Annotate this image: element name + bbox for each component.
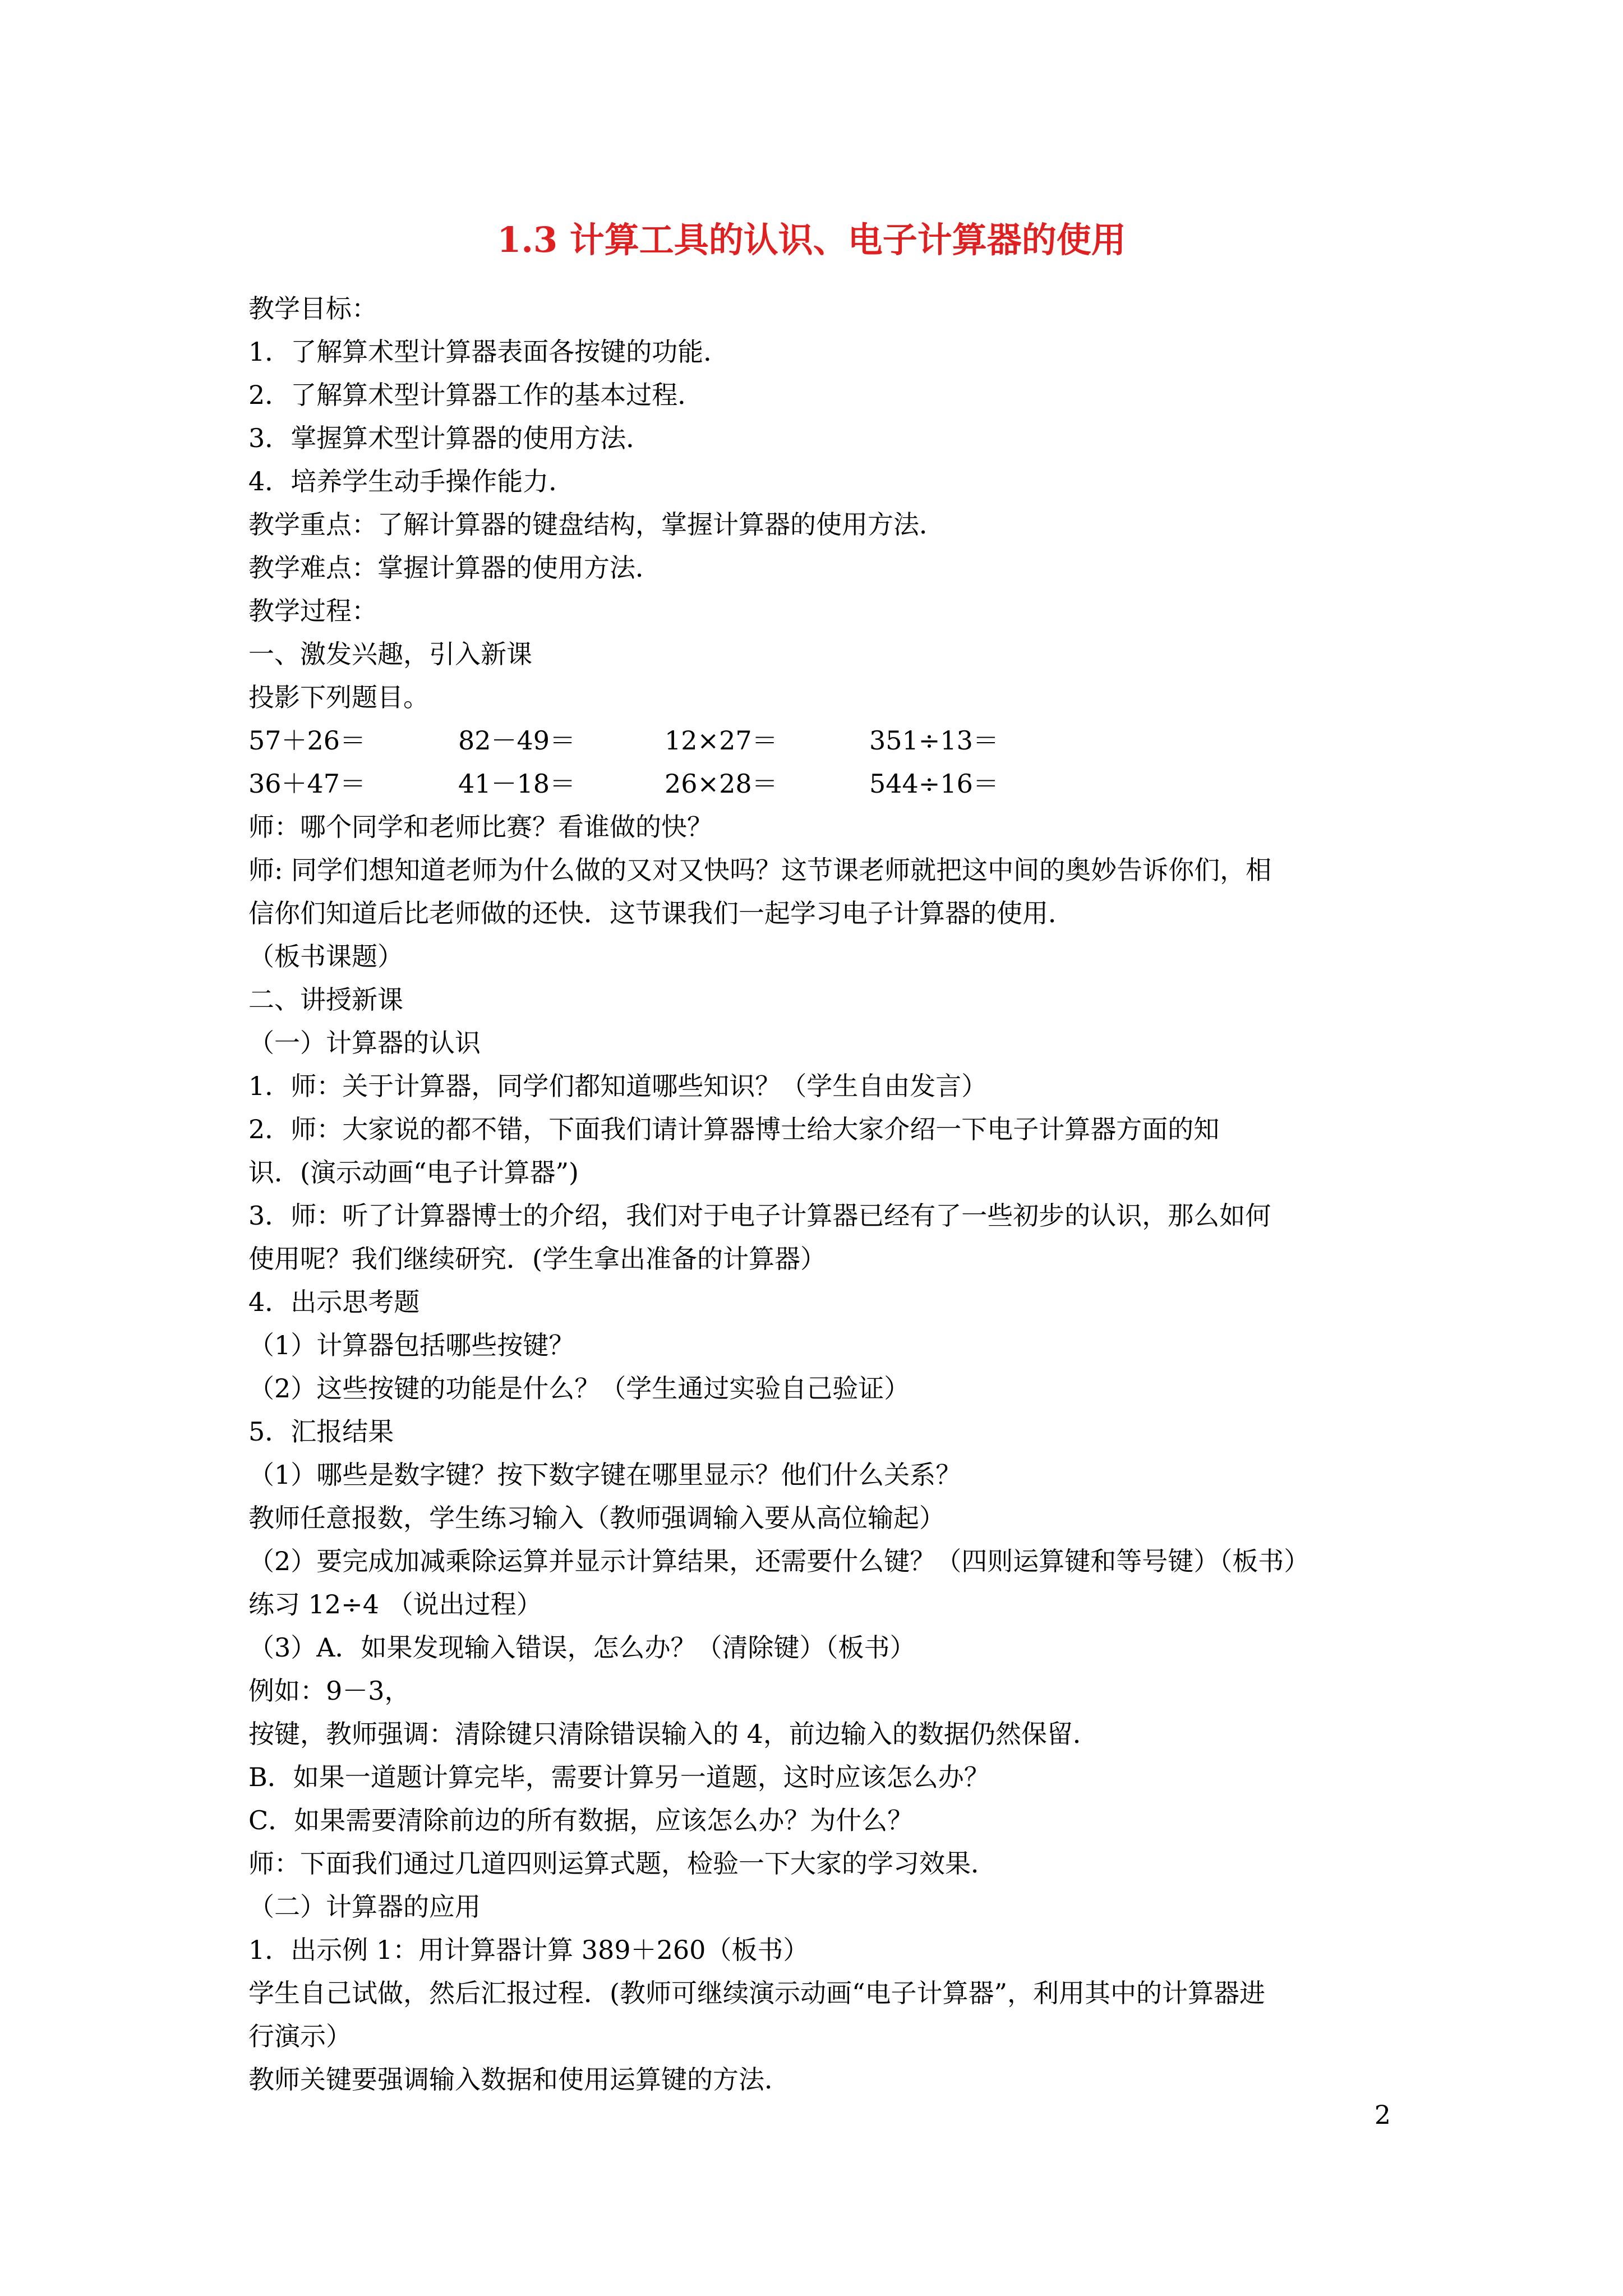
text-line: 3．掌握算术型计算器的使用方法． xyxy=(248,423,652,453)
text-line: 教学难点：掌握计算器的使用方法． xyxy=(248,553,661,583)
equation: 544÷16＝ xyxy=(869,769,999,799)
text-line: 5．汇报结果 xyxy=(248,1416,394,1447)
objectives-section xyxy=(248,287,1393,719)
text-line: 2．师：大家说的都不错，下面我们请计算器博士给大家介绍一下电子计算器方面的知 xyxy=(248,1114,1220,1144)
text-line: （二）计算器的应用 xyxy=(248,1892,481,1922)
text-line: （板书课题） xyxy=(248,941,403,972)
text-line: 2．了解算术型计算器工作的基本过程． xyxy=(248,380,704,410)
text-line: 投影下列题目。 xyxy=(248,682,429,712)
page-number: 2 xyxy=(1374,2100,1391,2130)
text-line: 师: 同学们想知道老师为什么做的又对又快吗？这节课老师就把这中间的奥妙告诉你们，相 xyxy=(248,855,1272,885)
equation: 26×28＝ xyxy=(665,769,778,799)
text-line: （2）要完成加减乘除运算并显示计算结果，还需要什么键？（四则运算键和等号键）（板书） xyxy=(248,1546,1310,1576)
text-line: （1）哪些是数字键？按下数字键在哪里显示？他们什么关系？ xyxy=(248,1460,962,1490)
text-line: 教师任意报数，学生练习输入（教师强调输入要从高位输起） xyxy=(248,1503,945,1533)
equation: 82－49＝ xyxy=(458,725,576,756)
document-body xyxy=(248,287,1393,2101)
text-line: 练习 12÷4 （说出过程） xyxy=(248,1589,542,1619)
text-line: 一、激发兴趣，引入新课 xyxy=(248,639,532,669)
equation: 351÷13＝ xyxy=(869,725,999,756)
text-line: （3）A．如果发现输入错误，怎么办？（清除键）（板书） xyxy=(248,1632,916,1663)
text-line: （2）这些按键的功能是什么？（学生通过实验自己验证） xyxy=(248,1373,910,1404)
text-line: 师：下面我们通过几道四则运算式题，检验一下大家的学习效果． xyxy=(248,1848,997,1879)
text-line: 3．师：听了计算器博士的介绍，我们对于电子计算器已经有了一些初步的认识，那么如何 xyxy=(248,1200,1271,1231)
text-line: 1．出示例 1：用计算器计算 389＋260（板书） xyxy=(248,1935,809,1965)
text-line: 识．(演示动画“电子计算器”) xyxy=(248,1157,579,1188)
text-line: B．如果一道题计算完毕，需要计算另一道题，这时应该怎么办？ xyxy=(248,1762,990,1792)
text-line: 教学过程： xyxy=(248,596,377,626)
text-line: 按键，教师强调：清除键只清除错误输入的 4，前边输入的数据仍然保留． xyxy=(248,1719,1099,1749)
equation: 41－18＝ xyxy=(458,769,576,799)
text-line: 信你们知道后比老师做的还快．这节课我们一起学习电子计算器的使用． xyxy=(248,898,1074,928)
text-line: 教学重点：了解计算器的键盘结构，掌握计算器的使用方法． xyxy=(248,509,945,540)
text-line: 师：哪个同学和老师比赛？看谁做的快？ xyxy=(248,812,713,842)
text-line: 二、讲授新课 xyxy=(248,984,403,1015)
text-line: 4．出示思考题 xyxy=(248,1287,420,1317)
equation: 12×27＝ xyxy=(665,725,778,756)
lesson-process-section xyxy=(248,806,1393,2101)
equations-block xyxy=(248,719,1393,806)
equation: 57＋26＝ xyxy=(248,725,366,756)
text-line: 学生自己试做，然后汇报过程．(教师可继续演示动画“电子计算器”，利用其中的计算器进 xyxy=(248,1978,1265,2008)
text-line: 使用呢？我们继续研究．(学生拿出准备的计算器） xyxy=(248,1244,826,1274)
text-line: 4．培养学生动手操作能力． xyxy=(248,466,575,496)
text-line: 例如：9－3， xyxy=(248,1676,411,1706)
text-line: C．如果需要清除前边的所有数据，应该怎么办？为什么？ xyxy=(248,1805,914,1835)
text-line: 教学目标： xyxy=(248,293,377,324)
text-line: （1）计算器包括哪些按键？ xyxy=(248,1330,575,1360)
page-title: 1.3 计算工具的认识、电子计算器的使用 xyxy=(497,219,1126,260)
text-line: 教师关键要强调输入数据和使用运算键的方法． xyxy=(248,2064,790,2095)
text-line: 行演示） xyxy=(248,2021,352,2051)
text-line: 1．了解算术型计算器表面各按键的功能． xyxy=(248,337,730,367)
text-line: 1．师：关于计算器，同学们都知道哪些知识？（学生自由发言） xyxy=(248,1071,988,1101)
equation: 36＋47＝ xyxy=(248,769,366,799)
equation-row xyxy=(248,719,1393,762)
equation-row xyxy=(248,762,1393,806)
text-line: （一）计算器的认识 xyxy=(248,1028,481,1058)
